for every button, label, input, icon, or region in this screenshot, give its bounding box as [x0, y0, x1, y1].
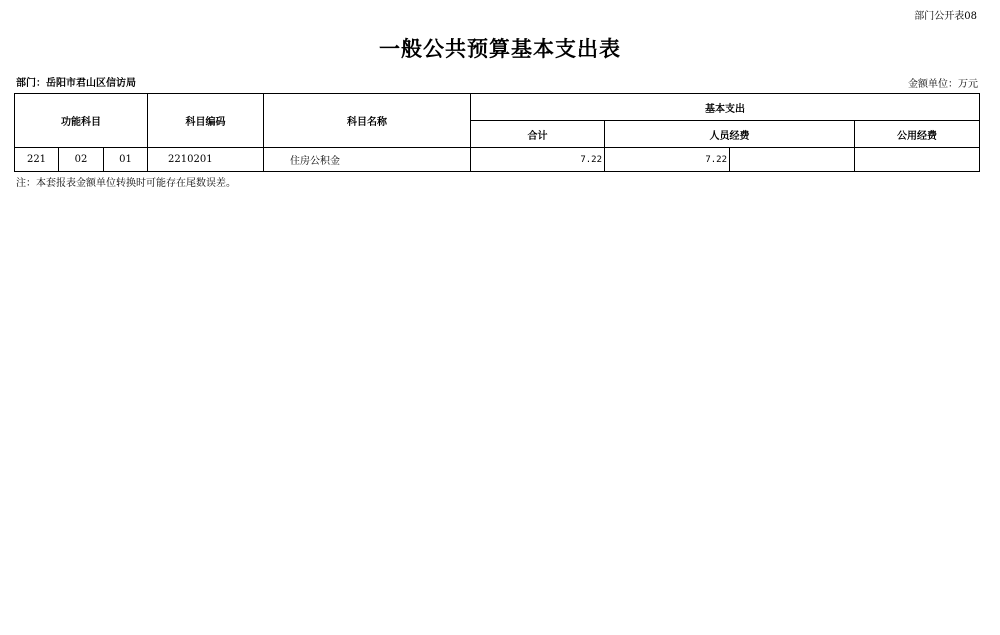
amount-unit-label: 金额单位：万元 — [908, 79, 978, 90]
header-personnel-expense: 人员经费 — [605, 121, 855, 148]
cell-personnel: 7.22 — [605, 148, 730, 172]
department-label: 部门：岳阳市君山区信访局 — [16, 78, 136, 89]
table-header-row-1 — [15, 94, 980, 121]
header-public-expense: 公用经费 — [855, 121, 980, 148]
header-subject-code: 科目编码 — [148, 94, 264, 148]
cell-kind: 02 — [59, 148, 104, 172]
header-subject-name: 科目名称 — [264, 94, 471, 148]
table-row — [15, 148, 980, 172]
header-function-subject: 功能科目 — [15, 94, 148, 148]
cell-subject-code: 2210201 — [148, 148, 264, 172]
document-code: 部门公开表08 — [914, 11, 977, 22]
footer-note: 注：本套报表金额单位转换时可能存在尾数误差。 — [16, 178, 236, 189]
cell-public — [855, 148, 980, 172]
header-total: 合计 — [471, 121, 605, 148]
cell-class: 221 — [15, 148, 59, 172]
cell-subject-name: 住房公积金 — [264, 148, 471, 172]
cell-total: 7.22 — [471, 148, 605, 172]
page-title: 一般公共预算基本支出表 — [379, 36, 621, 61]
budget-table — [14, 93, 980, 172]
cell-personnel-extra — [730, 148, 855, 172]
header-basic-expense: 基本支出 — [471, 94, 980, 121]
cell-item: 01 — [104, 148, 148, 172]
